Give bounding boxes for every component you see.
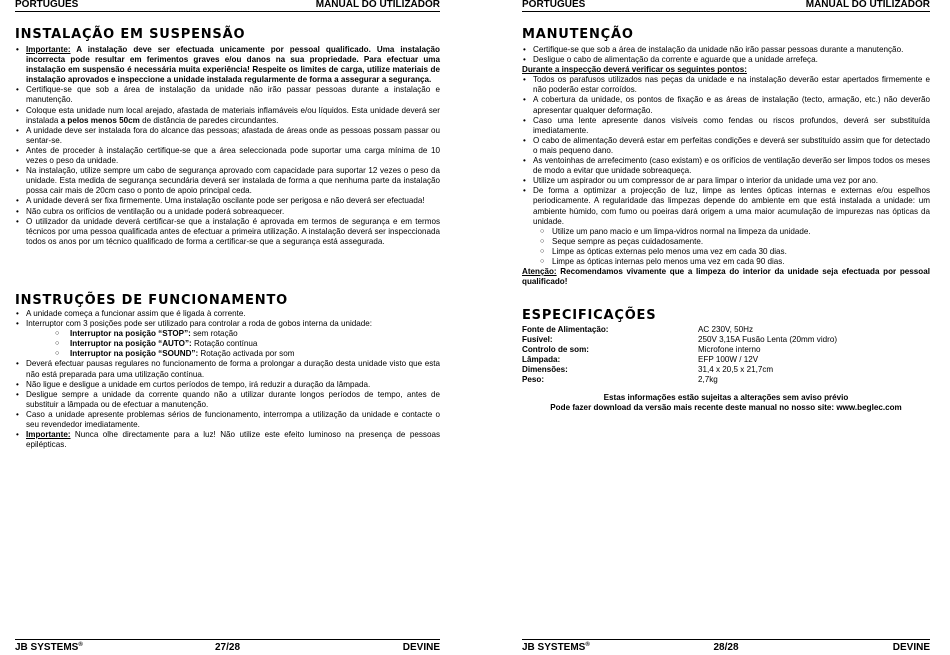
list-item: • Antes de proceder à instalação certifique-se que a área seleccionada pode suportar uma carga mínima de 10 vezes o peso da unidade. [15, 146, 440, 166]
header-title: MANUAL DO UTILIZADOR [805, 0, 930, 10]
switch-position-item: ○ Interruptor na posição “SOUND”: Rotação activada por som [15, 349, 440, 359]
switch-position-item: ○ Interruptor na posição “STOP”: sem rotação [15, 329, 440, 339]
list-item: • De forma a optimizar a projecção de luz, limpe as lentes ópticas internas e externas e/ou espelhos periodicamente. A regularidade das limpezas depende do ambiente em que está instalada a unidade: um ambiente húmido, com fumo ou poeiras dará origem a uma maior acumulação de impurezas nas ópticas da unidade. [522, 186, 930, 226]
list-item: • Desligue sempre a unidade da corrente quando não a utilizar durante longos períodos de tempo, antes de substituir a lâmpada ou de efectuar a manutenção. [15, 390, 440, 410]
section-title-operation: INSTRUÇÕES DE FUNCIONAMENTO [15, 293, 288, 308]
page-header [15, 0, 440, 12]
cleaning-tip-item: ○ Seque sempre as peças cuidadosamente. [522, 237, 930, 247]
page-footer [15, 639, 440, 655]
inspection-heading: Durante a inspecção deverá verificar os seguintes pontos: [522, 65, 747, 75]
list-item: • Certifique-se que sob a área de instalação da unidade não irão passar pessoas durante a instalação e manutenção. [15, 85, 440, 105]
list-item: • Não ligue e desligue a unidade em curtos períodos de tempo, irá reduzir a duração da lâmpada. [15, 380, 440, 390]
operation-list [15, 309, 440, 450]
list-item: • A unidade deve ser instalada fora do alcance das pessoas; afastada de áreas onde as pessoas possam passar ou sentar-se. [15, 126, 440, 146]
left-page [15, 0, 440, 654]
disclaimer-note: Estas informações estão sujeitas a alterações sem aviso prévio [603, 393, 849, 402]
list-item: • O cabo de alimentação deverá estar em perfeitas condições e deverá ser substituído assim que for detectado o mais pequeno dano. [522, 136, 930, 156]
suspension-list [15, 45, 440, 247]
header-title: MANUAL DO UTILIZADOR [315, 0, 440, 10]
registered-mark: ® [78, 642, 83, 648]
spec-row: Lâmpada: EFP 100W / 12V [522, 355, 759, 365]
list-item: • O utilizador da unidade deverá certificar-se que a instalação é aprovada em termos de segurança e em termos técnicos por uma pessoa qualificada antes de efectuar a primeira utilização. A instalação deverá ser inspeccionada todos os anos por um técnico qualificado de forma a certificar-se que a segurança está assegurada. [15, 217, 440, 247]
section-title-specifications: ESPECIFICAÇÕES [522, 308, 657, 323]
spec-row: Fusível: 250V 3,15A Fusão Lenta (20mm vidro) [522, 335, 838, 345]
header-language: PORTUGUÊS [15, 0, 79, 10]
cleaning-tip-item: ○ Limpe as ópticas externas pelo menos uma vez em cada 30 dias. [522, 247, 930, 257]
specifications-table [522, 325, 930, 386]
list-item: • Certifique-se que sob a área de instalação da unidade não irão passar pessoas durante a manutenção. [522, 45, 930, 55]
switch-position-item: ○ Interruptor na posição “AUTO”: Rotação contínua [15, 339, 440, 349]
list-item: • Coloque esta unidade num local arejado, afastada de materiais inflamáveis e/ou líquidos. Esta unidade deverá ser instalada a pelos menos 50cm de distância de paredes circundantes. [15, 106, 440, 126]
header-language: PORTUGUÊS [522, 0, 586, 10]
section-title-suspension: INSTALAÇÃO EM SUSPENSÃO [15, 27, 246, 42]
list-item: • Utilize um aspirador ou um compressor de ar para limpar o interior da unidade uma vez por ano. [522, 176, 930, 186]
list-item: • Importante: A instalação deve ser efectuada unicamente por pessoal qualificado. Uma instalação incorrecta pode resultar em ferimentos graves e/ou danos na sua propriedade. Para efectuar uma instalação em suspensão é necessária muita experiência! Respeite os limites de carga, utilize materiais de instalação aprovados e inspeccione a unidade instalada regularmente de forma a assegurar a segurança. [15, 45, 440, 85]
list-item: • As ventoinhas de arrefecimento (caso existam) e os orifícios de ventilação deverão ser limpos todos os meses de modo a evitar que unidade sobreaqueça. [522, 156, 930, 176]
page-number: 27/28 [214, 642, 241, 653]
page-number: 28/28 [713, 642, 739, 653]
spec-row: Peso: 2,7kg [522, 375, 718, 385]
list-item: • A unidade deverá ser fixa firmemente. Uma instalação oscilante pode ser perigosa e não deverá ser efectuada! [15, 196, 440, 206]
registered-mark: ® [585, 642, 590, 648]
footer-brand: JB SYSTEMS [15, 642, 79, 653]
list-item: • Na instalação, utilize sempre um cabo de segurança aprovado com capacidade para suportar 12 vezes o peso da unidade. Esta medida de segurança secundária deverá ser instalada de forma a que nenhuma parte da instalação possa cair mais de 20cm caso o ponto de apoio principal ceda. [15, 166, 440, 196]
list-item: • A cobertura da unidade, os pontos de fixação e as áreas de instalação (tecto, armação, etc.) não deverão apresentar qualquer deformação. [522, 95, 930, 115]
list-item: • Caso a unidade apresente problemas sérios de funcionamento, interrompa a utilização da unidade e contacte o seu revendedor imediatamente. [15, 410, 440, 430]
footer-model: DEVINE [402, 642, 440, 653]
page-footer [522, 639, 930, 655]
list-item: • Deverá efectuar pausas regulares no funcionamento de forma a prolongar a duração desta unidade visto que esta não está preparada para uma utilização contínua. [15, 359, 440, 379]
list-item: • Interruptor com 3 posições pode ser utilizado para controlar a roda de gobos interna da unidade: [15, 319, 440, 329]
list-item: • Caso uma lente apresente danos visíveis como fendas ou riscos profundos, deverá ser substituída imediatamente. [522, 116, 930, 136]
footer-brand: JB SYSTEMS [522, 642, 586, 653]
cleaning-tips [522, 227, 930, 267]
section-title-maintenance: MANUTENÇÃO [522, 27, 634, 42]
list-item: • A unidade começa a funcionar assim que é ligada à corrente. [15, 309, 440, 319]
cleaning-tip-item: ○ Utilize um pano macio e um limpa-vidros normal na limpeza da unidade. [522, 227, 930, 237]
footer-model: DEVINE [892, 642, 930, 653]
list-item: • Desligue o cabo de alimentação da corrente e aguarde que a unidade arrefeça. [522, 55, 930, 65]
download-note: Pode fazer download da versão mais recente deste manual no nosso site: www.beglec.com [550, 403, 902, 412]
maintenance-list [522, 45, 930, 287]
attention-note: Atenção: Recomendamos vivamente que a limpeza do interior da unidade seja efectuada por pessoal qualificado! [522, 267, 930, 287]
switch-positions [15, 329, 440, 359]
list-item: • Todos os parafusos utilizados nas peças da unidade e na instalação deverão estar apertados firmemente e não poderão estar corroídos. [522, 75, 930, 95]
cleaning-tip-item: ○ Limpe as ópticas internas pelo menos uma vez em cada 90 dias. [522, 257, 930, 267]
list-item: • Não cubra os orifícios de ventilação ou a unidade poderá sobreaquecer. [15, 207, 440, 217]
right-page [522, 0, 930, 654]
spec-row: Fonte de Alimentação: AC 230V, 50Hz [522, 325, 754, 334]
list-item: • Importante: Nunca olhe directamente para a luz! Não utilize este efeito luminoso na presença de pessoas epilépticas. [15, 430, 440, 450]
spec-row: Dimensões: 31,4 x 20,5 x 21,7cm [522, 365, 774, 375]
spec-row: Controlo de som: Microfone interno [522, 345, 761, 355]
page-header [522, 0, 930, 12]
